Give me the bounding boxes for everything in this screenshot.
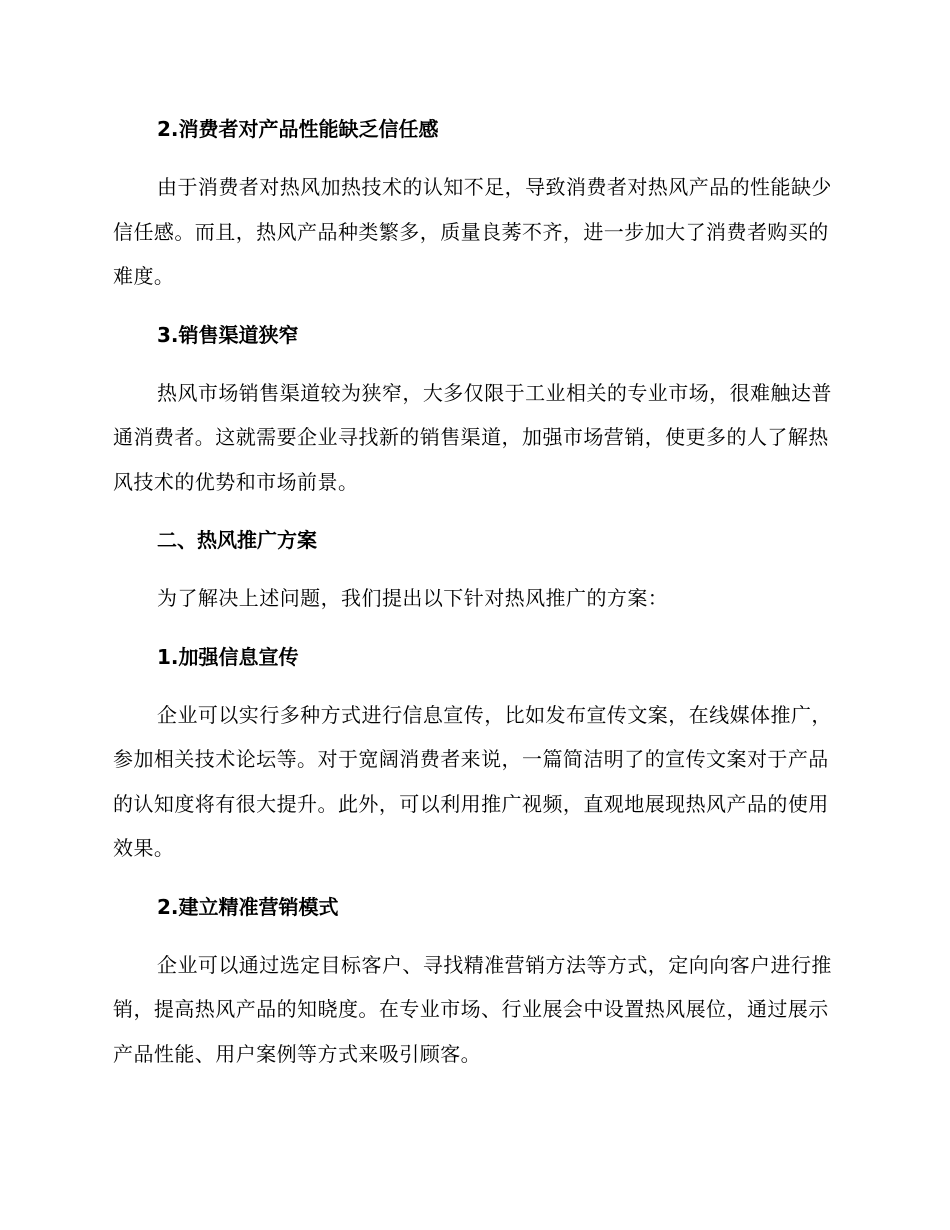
paragraph-info-publicity: 企业可以实行多种方式进行信息宣传，比如发布宣传文案，在线媒体推广，参加相关技术论坛等。对于宽阔消费者来说，一篇简洁明了的宣传文案对于产品的认知度将有很大提升。此外，可以利用推广视频，直观地展现热风产品的使用效果。 xyxy=(113,702,832,860)
paragraph-consumer-trust: 由于消费者对热风加热技术的认知不足，导致消费者对热风产品的性能缺少信任感。而且，热风产品种类繁多，质量良莠不齐，进一步加大了消费者购买的难度。 xyxy=(113,175,832,288)
section-heading-info-publicity: 1.加强信息宣传 xyxy=(157,644,299,669)
document-body xyxy=(113,113,833,1076)
section-heading-consumer-trust: 2.消费者对产品性能缺乏信任感 xyxy=(157,117,439,141)
section-heading-promotion-plan: 二、热风推广方案 xyxy=(157,528,317,552)
paragraph-promotion-plan: 为了解决上述问题，我们提出以下针对热风推广的方案： xyxy=(157,586,669,610)
paragraph-precision-marketing: 企业可以通过选定目标客户、寻找精准营销方法等方式，定向向客户进行推销，提高热风产品的知晓度。在专业市场、行业展会中设置热风展位，通过展示产品性能、用户案例等方式来吸引顾客。 xyxy=(113,952,832,1066)
section-heading-precision-marketing: 2.建立精准营销模式 xyxy=(157,894,339,919)
section-heading-sales-channels: 3.销售渠道狭窄 xyxy=(157,322,299,347)
paragraph-sales-channels: 热风市场销售渠道较为狭窄，大多仅限于工业相关的专业市场，很难触达普通消费者。这就需要企业寻找新的销售渠道，加强市场营销，使更多的人了解热风技术的优势和市场前景。 xyxy=(113,380,832,494)
